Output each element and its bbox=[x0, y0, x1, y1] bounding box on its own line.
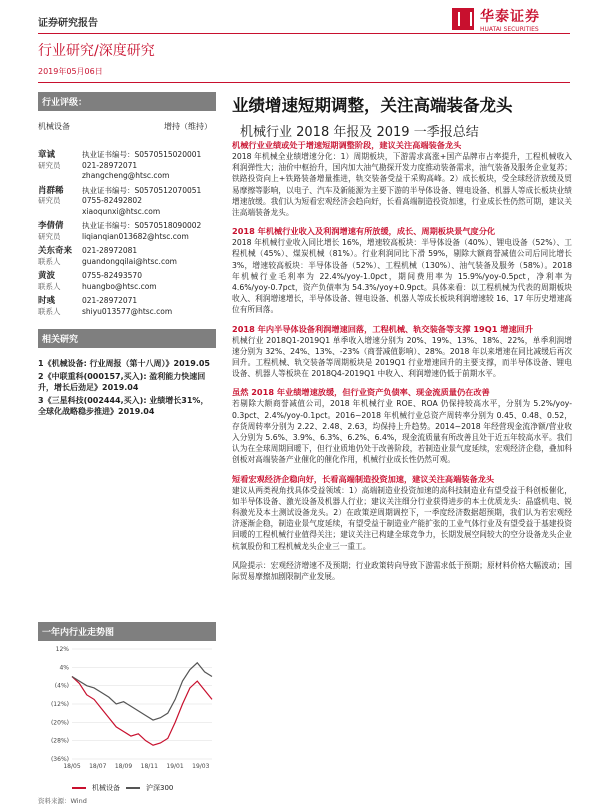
series-line-0 bbox=[72, 677, 212, 746]
chart-title: 一年内行业走势图 bbox=[38, 622, 216, 641]
analyst-cert: 执业证书编号：S0570515020001 bbox=[82, 150, 202, 159]
analyst-phone: 0755-82493570 bbox=[82, 271, 142, 280]
chart-source: 资料来源：Wind bbox=[38, 797, 87, 805]
legend-swatch-sector bbox=[72, 787, 86, 789]
related-item[interactable]: 1《机械设备: 行业周报（第十八周）》2019.05 bbox=[38, 359, 210, 368]
y-tick-label: (36%) bbox=[50, 756, 69, 763]
analyst-phone: 021-28972071 bbox=[82, 296, 138, 305]
legend-swatch-index bbox=[126, 787, 140, 789]
analyst-email[interactable]: liqianqian013682@htsc.com bbox=[82, 231, 189, 241]
analyst-phone: 021-28972071 bbox=[82, 160, 138, 170]
analyst-email[interactable]: huangbo@htsc.com bbox=[82, 281, 157, 291]
analyst-cert: 执业证书编号：S0570518090002 bbox=[82, 221, 202, 230]
analyst-card bbox=[38, 296, 216, 317]
legend-sector: 机械设备 bbox=[92, 784, 120, 792]
report-section bbox=[232, 324, 572, 380]
section-heading: 2018 年机械行业收入及利润增速有所放缓，成长、周期板块景气度分化 bbox=[232, 226, 496, 237]
section-heading: 虽然 2018 年业绩增速放缓，但行业资产负债率、现金流质量仍在改善 bbox=[232, 387, 490, 398]
related-item[interactable]: 2《中联重科(000157,买入): 盈利能力快速回升，增长后劲足》2019.04 bbox=[38, 372, 206, 392]
rating-row bbox=[38, 111, 216, 132]
analyst-email[interactable]: shiyu013577@htsc.com bbox=[82, 306, 173, 316]
analyst-role: 研究员 bbox=[38, 196, 61, 205]
analyst-role: 研究员 bbox=[38, 231, 61, 241]
report-section bbox=[232, 226, 572, 315]
chart-svg bbox=[38, 641, 216, 779]
section-heading: 2018 年内半导体设备利润增速回落，工程机械、轨交装备等支撑 19Q1 增速回升 bbox=[232, 323, 534, 334]
chart-legend bbox=[38, 783, 216, 793]
trend-chart bbox=[38, 622, 216, 805]
y-tick-label: (12%) bbox=[50, 701, 69, 708]
logo-cn: 华泰证券 bbox=[480, 9, 540, 25]
analyst-name: 关东奇来 bbox=[38, 246, 73, 256]
analyst-card bbox=[38, 271, 216, 292]
analyst-email[interactable]: xiaoqunxi@htsc.com bbox=[82, 206, 161, 216]
analyst-list bbox=[38, 150, 216, 317]
report-category: 行业研究/深度研究 bbox=[38, 43, 155, 59]
analyst-email[interactable]: guandongqilai@htsc.com bbox=[82, 256, 177, 266]
analyst-role: 联系人 bbox=[38, 306, 61, 316]
section-body: 2018 年机械行业收入同比增长 16%，增速较高板块：半导体设备（40%）、锂电设备（52%）、工程机械（45%）、煤炭机械（81%）。行业利润同比下滑 59%，剔除大额商誉减值公司后同比增长 3%，增速较高板块：半导体设备（52%）、工程机械（130%）、油气装备及服务（58%）。2018 年机械行业毛利率为 22.4%/yoy-1.0pct，期间费用率为 15.9%/yoy-0.5pct，净利率为 4.6%/yoy-0.7pct，资产负债率为 54.3%/yoy+0.9pct。具体来看：以工程机械为代表的周期板块收入、利润增速增长，半导体设备、锂电设备、机器人等成长板块利润增速较 16、17 年历史增速高位有所回落。 bbox=[232, 238, 572, 315]
analyst-role: 联系人 bbox=[38, 281, 61, 291]
section-body: 2018 年机械全业绩增速分化：1）周期板块，下游需求高涨+国产品牌市占率提升，工程机械收入利润弹性大；油价中枢抬升，国内加大油气勘探开发力度推动装备需求，油气装备及服务企业复苏；铁路投资向上+铁路装备增量推进，轨交装备受益于采购高峰。2）成长板块，受全球经济放缓及贸易摩擦等影响，以电子、汽车及新能源为主要下游的半导体设备、锂电设备、机器人等成长板块业绩增速放缓。我们认为短看宏观经济会趋向好，长看高端制造投资加速，行业成长性仍然可期，建议关注高端装备龙头。 bbox=[232, 152, 572, 218]
page-title: 业绩增速短期调整，关注高端装备龙头 bbox=[232, 96, 513, 115]
related-list bbox=[38, 348, 216, 417]
report-section bbox=[232, 387, 572, 465]
y-tick-label: (4%) bbox=[54, 682, 69, 690]
page-subtitle: 机械行业 2018 年报及 2019 一季报总结 bbox=[240, 125, 479, 140]
analyst-role: 联系人 bbox=[38, 256, 61, 266]
section-body: 机械行业 2018Q1-2019Q1 单季收入增速分别为 20%、19%、13%、18%、22%，单季利润增速分别为 32%、24%、13%、-23%（商誉减值影响）、28%。2018 年以来增速在同比减缓后再次回升。工程机械、轨交装备等周期板块是 2019Q1 行业增速回升的主要支撑，而半导体设备、锂电设备、机器人等板块在 2018Q4-2019Q1 中收入、利润增速仍低于前期水平。 bbox=[232, 335, 572, 379]
series-line-1 bbox=[72, 663, 212, 720]
rating-header: 行业评级： bbox=[38, 92, 216, 111]
y-tick-label: 12% bbox=[55, 646, 69, 653]
analyst-card bbox=[38, 246, 216, 267]
related-header: 相关研究 bbox=[38, 329, 216, 348]
legend-index: 沪深300 bbox=[146, 784, 174, 792]
sidebar bbox=[38, 92, 216, 419]
section-heading: 机械行业业绩或处于增速短期调整阶段，建议关注高端装备龙头 bbox=[232, 140, 462, 150]
section-heading: 短看宏观经济企稳向好，长看高端制造投资加速，建议关注高端装备龙头 bbox=[232, 473, 495, 484]
analyst-name: 黄波 bbox=[38, 271, 56, 281]
x-tick-label: 19/03 bbox=[192, 763, 210, 770]
analyst-name: 李倩倩 bbox=[38, 221, 64, 231]
report-section bbox=[232, 140, 572, 218]
y-tick-label: (20%) bbox=[50, 719, 69, 727]
divider bbox=[38, 33, 570, 34]
divider bbox=[38, 82, 570, 83]
y-tick-label: (28%) bbox=[50, 737, 69, 745]
y-tick-label: 4% bbox=[59, 664, 69, 672]
x-tick-label: 19/01 bbox=[166, 763, 184, 770]
analyst-email[interactable]: zhangcheng@htsc.com bbox=[82, 171, 170, 180]
section-body: 建议从两类视角找具体受益领域：1）高端制造业投资加速的高科技制造业有望受益于科创板催化，如半导体设备、激光设备及机器人行业；建议关注细分行业获得进步的本土优质龙头：晶盛机电、锐科激光及本土测试设备龙头。2）在政策逆周期调控下，一季度经济数据超预期，我们认为若宏观经济逐渐企稳，制造业景气度延续，有望受益于制造业产能扩张的工业气体行业及有望受益于基建投资回暖的工程机械行业值得关注；建议关注已构建全球竞争力，长期发展空间较大的空分设备龙头企业杭氧股份和工程机械龙头企业三一重工。 bbox=[232, 485, 572, 551]
rating-value: 增持（维持） bbox=[164, 122, 212, 131]
related-item[interactable]: 3《三星科技(002444,买入): 业绩增长31%，全球化战略稳步推进》2019.04 bbox=[38, 396, 209, 416]
report-type: 证券研究报告 bbox=[38, 18, 98, 29]
rating-sector: 机械设备 bbox=[38, 122, 70, 131]
main-content bbox=[232, 140, 572, 582]
analyst-name: 肖群稀 bbox=[38, 185, 64, 196]
analyst-phone: 021-28972081 bbox=[82, 246, 138, 255]
analyst-card bbox=[38, 150, 216, 182]
analyst-phone: 0755-82492802 bbox=[82, 196, 142, 205]
risk-note: 风险提示：宏观经济增速不及预期；行业政策转向导致下游需求低于预期；原材料价格大幅波动；国际贸易摩擦加剧限制产业发展。 bbox=[232, 560, 572, 582]
section-list bbox=[232, 140, 572, 552]
analyst-card bbox=[38, 221, 216, 242]
x-tick-label: 18/09 bbox=[114, 763, 133, 770]
analyst-role: 研究员 bbox=[38, 160, 61, 170]
logo bbox=[452, 6, 572, 42]
logo-icon bbox=[452, 8, 474, 30]
x-tick-label: 18/11 bbox=[140, 763, 158, 770]
section-body: 若剔除大额商誉减值公司，2018 年机械行业 ROE、ROA 仍保持较高水平，分别为 5.2%/yoy-0.3pct、2.4%/yoy-0.1pct。2016~2018 年机械行业总资产周转率分别为 0.45、0.48、0.52，存货周转率分别为 2.22、2.48、2.63，均保持上升趋势。2014~2018 年经营现金流净额/营业收入分别为 5.6%、3.9%、6.3%、6.2%、6.4%，现金流质量有所改善且处于近五年较高水平。我们认为在全球周期回暖下，但行业质地仍处于改善阶段，若制造业景气度延续，宏观经济企稳，叠加科创板对高端装备产业催化的催化作用，机械行业成长性仍然可观。 bbox=[232, 399, 572, 465]
report-section bbox=[232, 474, 572, 552]
analyst-cert: 执业证书编号：S0570512070051 bbox=[82, 185, 202, 195]
analyst-card bbox=[38, 186, 216, 218]
x-tick-label: 18/05 bbox=[63, 763, 81, 770]
report-date: 2019年05月06日 bbox=[38, 67, 103, 76]
analyst-name: 时彧 bbox=[38, 296, 56, 306]
analyst-name: 章诚 bbox=[38, 150, 56, 160]
x-tick-label: 18/07 bbox=[89, 763, 107, 770]
logo-en: HUATAI SECURITIES bbox=[480, 26, 539, 33]
